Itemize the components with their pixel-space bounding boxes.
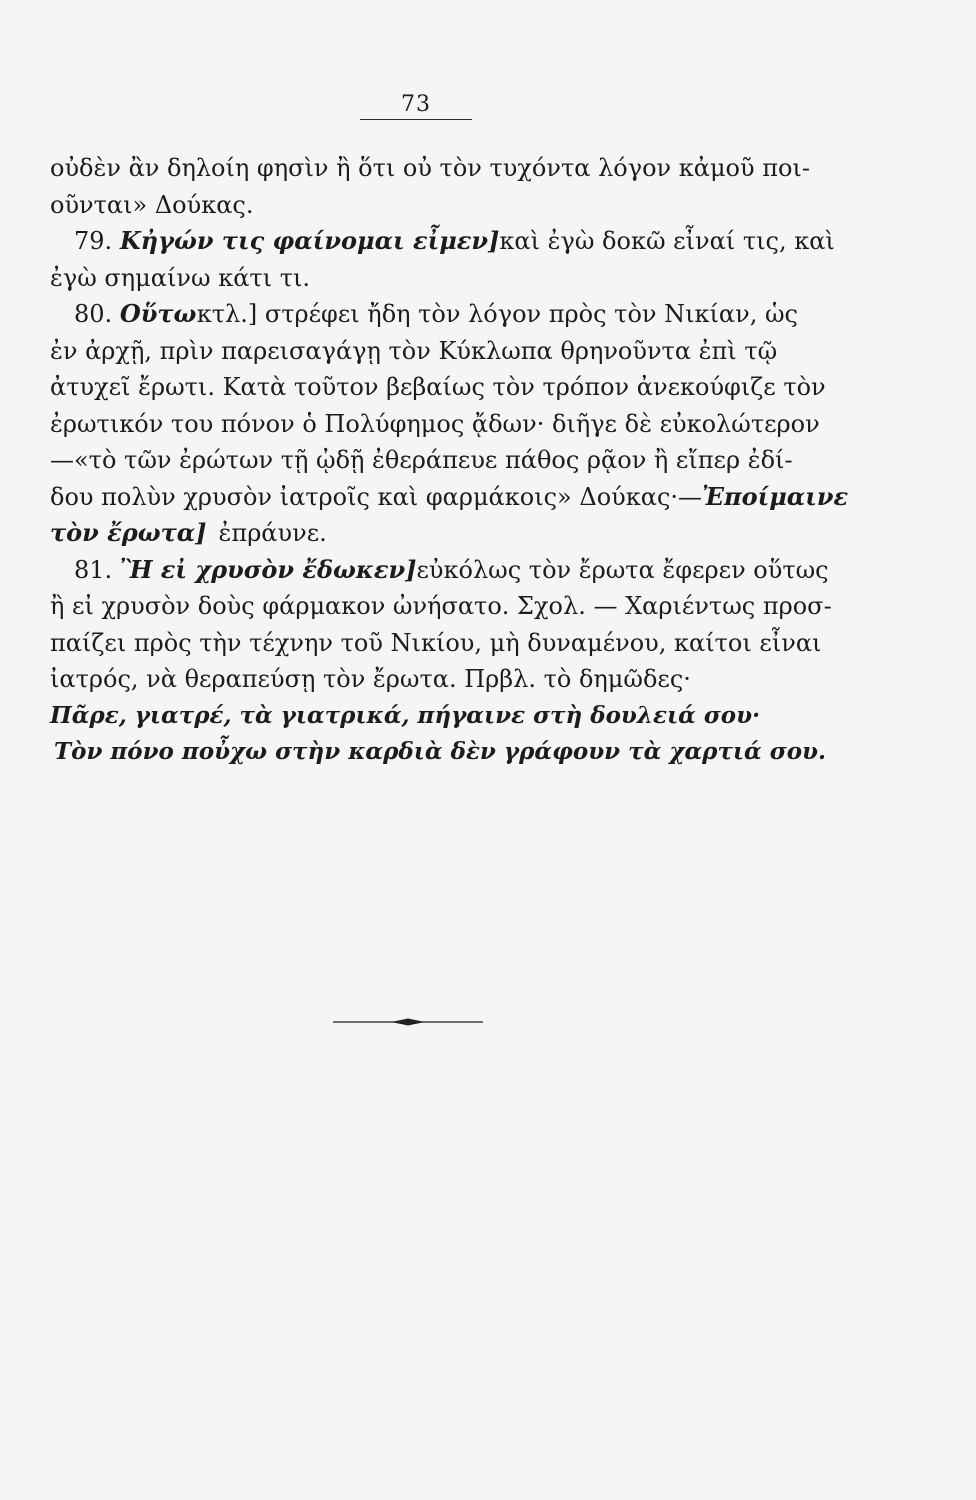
text-line: ἀτυχεῖ ἔρωτι. Κατὰ τοῦτον βεβαίως τὸν τρόπον ἀνεκούφιζε τὸν xyxy=(50,373,826,401)
folk-verse-line-1: Πᾶρε, γιατρέ, τὰ γιατρικά, πήγαινε στὴ δουλειά σου· xyxy=(50,701,761,729)
note-81-line: 81. Ἢ εἰ χρυσὸν ἔδωκεν] εὐκόλως τὸν ἔρωτα ἔφερεν οὕτως xyxy=(74,554,829,584)
text-line: ἐν ἀρχῇ, πρὶν παρεισαγάγῃ τὸν Κύκλωπα θρηνοῦντα ἐπὶ τῷ xyxy=(50,336,778,365)
note-number: 79. xyxy=(74,227,113,255)
text-line: τὸν ἔρωτα] ἐπράυνε. xyxy=(50,515,798,552)
lemma: Κἠγών τις φαίνομαι εἶμεν] xyxy=(119,226,500,255)
note-79-line: 79. Κἠγών τις φαίνομαι εἶμεν] καὶ ἐγὼ δοκῶ εἶναί τις, καὶ xyxy=(74,226,835,255)
text-line: ἢ εἰ χρυσὸν δοὺς φάρμακον ὠνήσατο. Σχολ. — Χαριέντως προσ- xyxy=(50,592,832,620)
text-line: οὐδὲν ἂν δηλοίη φησὶν ἢ ὅτι οὐ τὸν τυχόντα λόγον κἀμοῦ ποι- xyxy=(50,154,810,182)
lemma: Ἐποίμαινε xyxy=(702,481,849,511)
text-line: ἐγὼ σημαίνω κάτι τι. xyxy=(50,263,311,292)
text-line: ἐρωτικόν του πόνον ὁ Πολύφημος ᾄδων· διῆγε δὲ εὐκολώτερον xyxy=(50,409,820,438)
lemma: Ἢ εἰ χρυσὸν ἔδωκεν] xyxy=(119,554,417,584)
text-line: ἰατρός, νὰ θεραπεύσῃ τὸν ἔρωτα. Πρβλ. τὸ δημῶδες· xyxy=(50,665,691,693)
note-80-line: 80. Οὕτω κτλ.] στρέφει ἤδη τὸν λόγον πρὸς τὸν Νικίαν, ὡς xyxy=(74,299,798,328)
note-number: 81. xyxy=(74,555,113,584)
text-line: —«τὸ τῶν ἐρώτων τῇ ᾠδῇ ἐθεράπευε πάθος ρᾷον ἢ εἴπερ ἐδί- xyxy=(50,446,793,474)
text-line: παίζει πρὸς τὴν τέχνην τοῦ Νικίου, μὴ δυναμένου, καίτοι εἶναι xyxy=(50,628,822,657)
note-number: 80. xyxy=(74,300,113,328)
lemma: Οὕτω xyxy=(119,299,197,328)
commentary-text xyxy=(50,150,849,771)
text-line: δου πολὺν χρυσὸν ἰατροῖς καὶ φαρμάκοις» Δούκας·— Ἐποίμαινε xyxy=(50,479,798,516)
text-line: οῦνται» Δούκας. xyxy=(50,190,254,219)
folk-verse-line-2: Τὸν πόνο ποὖχω στὴν καρδιὰ δὲν γράφουν τὰ χαρτιά σου. xyxy=(54,738,827,765)
ornament-divider xyxy=(333,1015,483,1029)
lemma: τὸν ἔρωτα] xyxy=(50,518,207,547)
page-number: 73 xyxy=(360,92,472,120)
